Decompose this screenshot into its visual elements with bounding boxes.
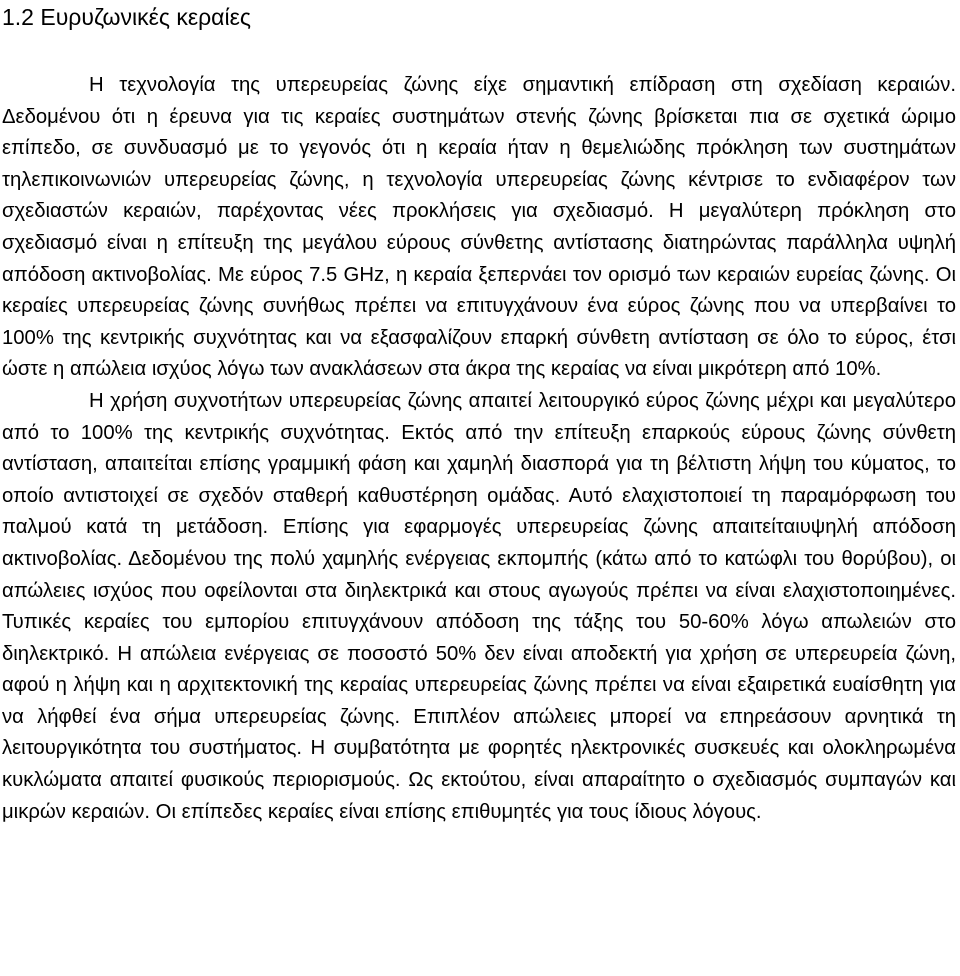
section-heading: 1.2 Ευρυζωνικές κεραίες (2, 4, 251, 30)
paragraph-uwb-requirements: Η χρήση συχνοτήτων υπερευρείας ζώνης απαιτεί λειτουργικό εύρος ζώνης μέχρι και μεγαλύτερο από το 100% της κεντρικής συχνότητας. Εκτός από την επίτευξη επαρκούς εύρους ζώνης σύνθετη αντίσταση, απαιτείται επίσης γραμμική φάση και χαμηλή διασπορά για τη βέλτιστη λήψη του κύματος, το οποίο αντιστοιχεί σε σχεδόν σταθερή καθυστέρηση ομάδας. Αυτό ελαχιστοποιεί τη παραμόρφωση του παλμού κατά τη μετάδοση. Επίσης για εφαρμογές υπερευρείας ζώνης απαιτείταιυψηλή απόδοση ακτινοβολίας. Δεδομένου της πολύ χαμηλής ενέργειας εκπομπής (κάτω από το κατώφλι του θορύβου), οι απώλειες ισχύος που οφείλονται στα διηλεκτρικά και στους αγωγούς πρέπει να είναι ελαχιστοποιημένες. Τυπικές κεραίες του εμπορίου επιτυγχάνουν απόδοση της τάξης του 50-60% λόγω απωλειών στο διηλεκτρικό. Η απώλεια ενέργειας σε ποσοστό 50% δεν είναι αποδεκτή για χρήση σε υπερευρεία ζώνη, αφού η λήψη και η αρχιτεκτονική της κεραίας υπερευρείας ζώνης πρέπει να είναι εξαιρετικά ευαίσθητη για να λήφθεί ένα σήμα υπερευρείας ζώνης. Επιπλέον απώλειες μπορεί να επηρεάσουν αρνητικά τη λειτουργικότητα του συστήματος. Η συμβατότητα με φορητές ηλεκτρονικές συσκευές και ολοκληρωμένα κυκλώματα απαιτεί φυσικούς περιορισμούς. Ως εκτούτου, είναι απαραίτητο ο σχεδιασμός συμπαγών και μικρών κεραιών. Οι επίπεδες κεραίες είναι επίσης επιθυμητές για τους ίδιους λόγους. (2, 389, 956, 823)
paragraph-uwb-antenna-design: Η τεχνολογία της υπερευρείας ζώνης είχε σημαντική επίδραση στη σχεδίαση κεραιών. Δεδομένου ότι η έρευνα για τις κεραίες συστημάτων στενής ζώνης βρίσκεται πια σε σχετικά ώριμο επίπεδο, σε συνδυασμό με το γεγονός ότι η κεραία ήταν η θεμελιώδης πρόκληση των συστημάτων τηλεπικοινωνιών υπερευρείας ζώνης, η τεχνολογία υπερευρείας ζώνης κέντρισε το ενδιαφέρον των σχεδιαστών κεραιών, παρέχοντας νέες προκλήσεις για σχεδιασμό. Η μεγαλύτερη πρόκληση στο σχεδιασμό είναι η επίτευξη της μεγάλου εύρους σύνθετης αντίστασης διατηρώντας παράλληλα υψηλή απόδοση ακτινοβολίας. Με εύρος 7.5 GHz, η κεραία ξεπερνάει τον ορισμό των κεραιών ευρείας ζώνης. Οι κεραίες υπερευρείας ζώνης συνήθως πρέπει να επιτυγχάνουν ένα εύρος ζώνης που να υπερβαίνει το 100% της κεντρικής συχνότητας και να εξασφαλίζουν επαρκή σύνθετη αντίσταση σε όλο το εύρος, έτσι ώστε η απώλεια ισχύος λόγω των ανακλάσεων στα άκρα της κεραίας να είναι μικρότερη από 10%. (2, 74, 956, 381)
section-body (2, 70, 956, 828)
